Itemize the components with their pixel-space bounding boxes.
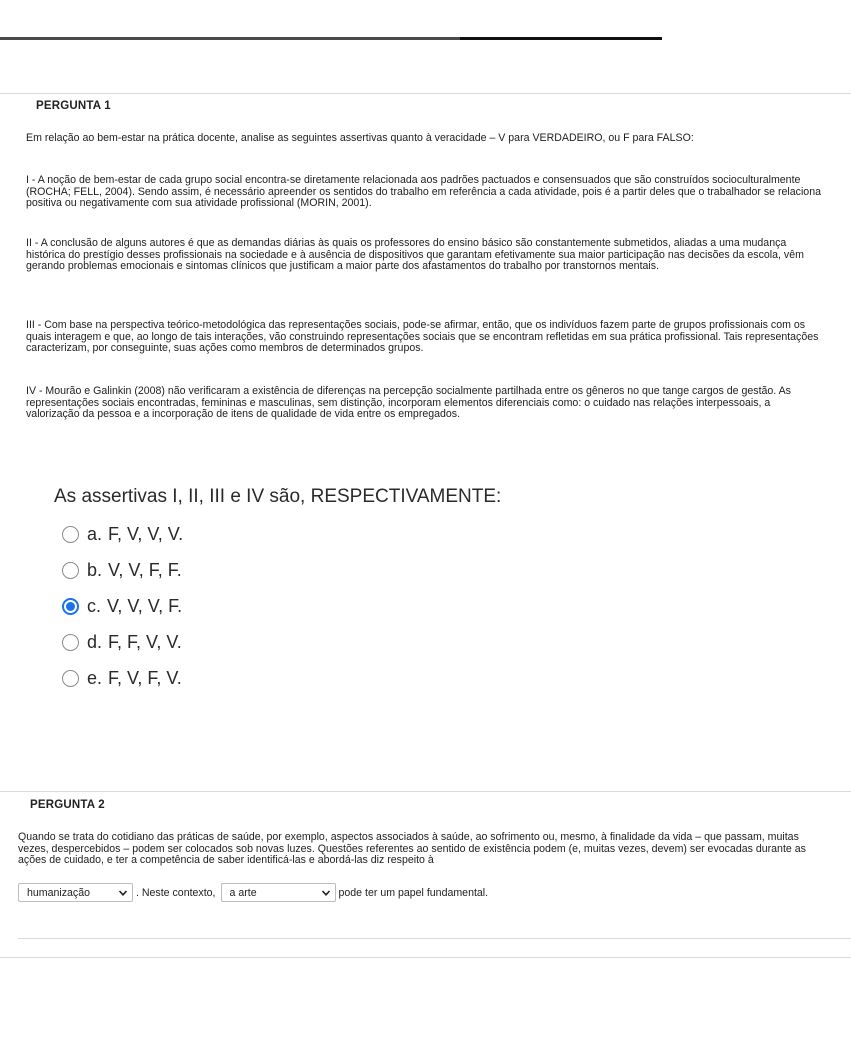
top-progress-bar-segment <box>460 37 662 40</box>
option-letter: d. <box>87 631 103 652</box>
chevron-down-icon <box>321 888 331 898</box>
option-text: F, F, V, V. <box>108 631 182 652</box>
radio-button-selected[interactable] <box>62 598 79 615</box>
answer-divider <box>18 938 851 939</box>
assertion-1: I - A noção de bem-estar de cada grupo social encontra-se diretamente relacionada aos padrões pactuados e consensuados que são construídos socioculturalmente (ROCHA; FELL, 2004). Sendo assim, é necessário apreender os sentidos do trabalho em referência a cada atividade, pois é a partir deles que o trabalhador se relaciona positiva ou negativamente com sua atividade profissional (MORIN, 2001). <box>26 174 821 210</box>
option-text: V, V, V, F. <box>107 595 183 616</box>
assertion-3: III - Com base na perspectiva teórico-metodológica das representações sociais, pode-se afirmar, então, que os indivíduos fazem parte de grupos profissionais com os quais interagem e que, ao longo de tais interações, vão construindo representações sociais que se encontram refletidas em sua prática profissional. Tais representações caracterizam, por conseguinte, suas ações como membros de determinados grupos. <box>26 319 819 355</box>
fill-middle-text: . Neste contexto, <box>136 886 216 899</box>
radio-button[interactable] <box>62 526 79 543</box>
radio-button[interactable] <box>62 634 79 651</box>
question-1-prompt: As assertivas I, II, III e IV são, RESPECTIVAMENTE: <box>54 486 502 507</box>
fill-ending-text: pode ter um papel fundamental. <box>338 886 489 899</box>
option-c[interactable] <box>62 594 182 618</box>
top-progress-bar <box>0 37 662 40</box>
option-letter: a. <box>87 523 103 544</box>
footer-divider <box>0 957 851 958</box>
answer-select-2-value: a arte <box>229 886 257 899</box>
option-text: V, V, F, F. <box>108 559 182 580</box>
option-e[interactable] <box>62 666 182 690</box>
question-2-text: Quando se trata do cotidiano das práticas de saúde, por exemplo, aspectos associados à saúde, ao sofrimento ou, mesmo, à finalidade da vida – que passam, muitas vezes, despercebidos – podem ser colocados sob novas luzes. Questões referentes ao sentido de existência podem (e, muitas vezes, devem) ser evocadas durante as ações de cuidado, e ter a competência de saber identificá-las e abordá-las diz respeito à <box>18 831 806 867</box>
question-2-divider <box>0 791 851 792</box>
fill-in-line <box>18 883 488 902</box>
assertion-4: IV - Mourão e Galinkin (2008) não verificaram a existência de diferenças na percepção socialmente partilhada entre os gêneros no que tange cargos de gestão. As representações sociais encontradas, femininas e masculinas, sem distinção, incorporam elementos diferenciais como: o cuidado nas relações interpessoais, a valorização da pessoa e a incorporação de itens de qualidade de vida entre os empregados. <box>26 385 791 421</box>
answer-select-1[interactable] <box>18 883 133 902</box>
option-b[interactable] <box>62 558 182 582</box>
option-d[interactable] <box>62 630 182 654</box>
question-1-title: PERGUNTA 1 <box>36 100 111 112</box>
chevron-down-icon <box>118 888 128 898</box>
option-a[interactable] <box>62 522 183 546</box>
option-letter: e. <box>87 667 103 688</box>
radio-button[interactable] <box>62 670 79 687</box>
option-text: F, V, F, V. <box>108 667 182 688</box>
option-letter: b. <box>87 559 103 580</box>
assertion-2: II - A conclusão de alguns autores é que as demandas diárias às quais os professores do ensino básico são constantemente submetidos, aliadas a uma mudança histórica do prestígio desses profissionais na sociedade e à ausência de dispositivos que garantam efetivamente sua maior participação nas decisões da escola, vêm gerando problemas emocionais e sintomas clínicos que justificam a maior parte dos afastamentos do trabalho por transtornos mentais. <box>26 237 804 273</box>
option-letter: c. <box>87 595 102 616</box>
answer-select-1-value: humanização <box>27 886 91 899</box>
question-2-title: PERGUNTA 2 <box>30 799 105 811</box>
question-1-divider <box>0 93 851 94</box>
radio-button[interactable] <box>62 562 79 579</box>
option-text: F, V, V, V. <box>108 523 184 544</box>
question-1-intro: Em relação ao bem-estar na prática docente, analise as seguintes assertivas quanto à veracidade – V para VERDADEIRO, ou F para FALSO: <box>26 132 694 144</box>
answer-select-2[interactable] <box>221 883 336 902</box>
